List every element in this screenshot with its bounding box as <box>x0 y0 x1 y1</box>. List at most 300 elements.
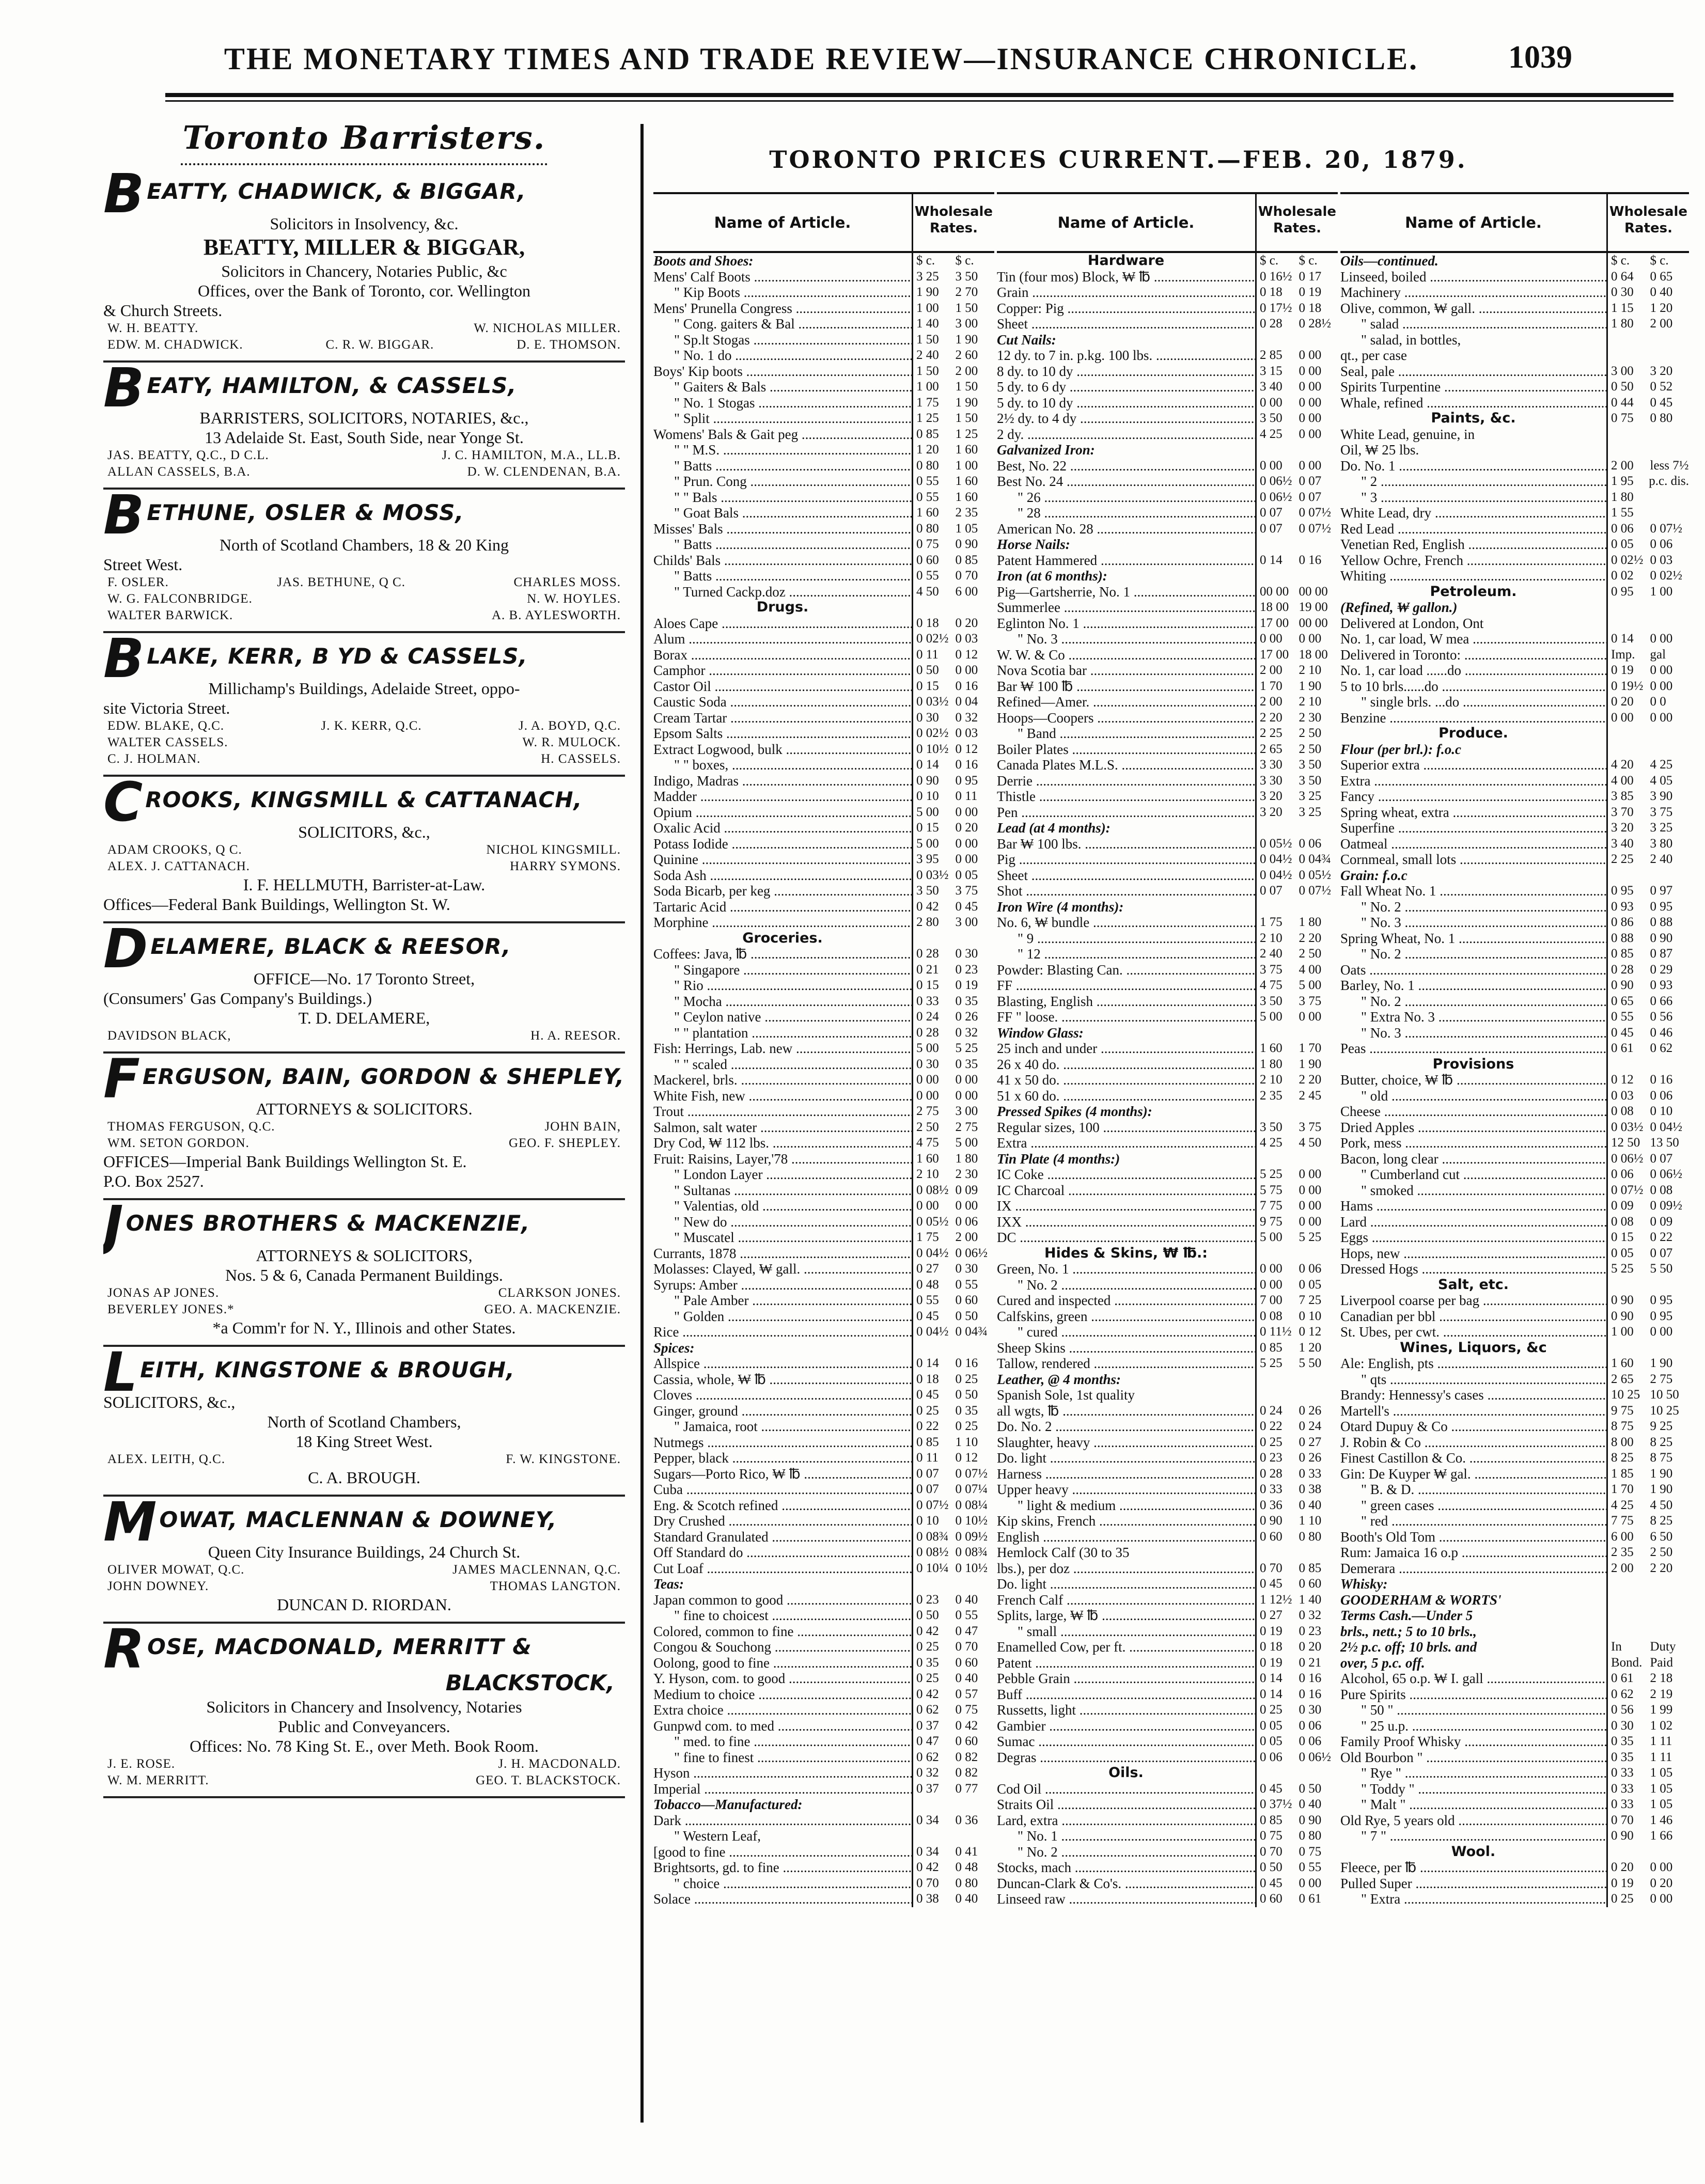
article-name: " Muscatel ..... <box>653 1230 912 1246</box>
rate-high <box>1650 348 1690 364</box>
price-row <box>997 694 1338 710</box>
price-row <box>1340 1513 1689 1529</box>
price-row <box>997 931 1338 947</box>
rate-high: 0 62 <box>1650 1041 1673 1055</box>
rate-cell <box>1606 1529 1689 1545</box>
price-row <box>997 1009 1338 1025</box>
rate-high: 1 90 <box>1299 1057 1322 1071</box>
article-name: IC Charcoal ..... <box>997 1183 1255 1199</box>
price-row <box>1340 379 1689 395</box>
rate-low: 2 65 <box>1611 1372 1634 1386</box>
price-row <box>997 1057 1338 1073</box>
rate-high: 4 05 <box>1650 773 1673 788</box>
price-row <box>653 1167 994 1183</box>
price-row <box>653 1813 994 1829</box>
rate-high <box>1299 1372 1338 1388</box>
rate-cell <box>1606 1608 1689 1624</box>
rate-high: 0 23 <box>1299 1624 1322 1638</box>
partner-name: HARRY SYMONS. <box>510 859 621 873</box>
partner-names <box>103 1119 625 1135</box>
rate-high: 2 30 <box>1299 710 1322 725</box>
price-row <box>653 1513 994 1529</box>
rate-low: 17 00 <box>1260 616 1289 630</box>
price-row <box>997 1419 1338 1435</box>
rate-high: 0 20 <box>955 821 978 835</box>
rate-cell <box>1606 1419 1689 1435</box>
rate-low: 0 85 <box>916 1435 939 1449</box>
article-name: [good to fine ..... <box>653 1844 912 1860</box>
price-row <box>653 883 994 899</box>
article-name: Mackerel, brls. ..... <box>653 1072 912 1088</box>
article-name: IX ..... <box>997 1198 1255 1214</box>
rate-high: 0 00 <box>955 1088 978 1103</box>
rate-low: 0 50 <box>1611 380 1634 394</box>
price-row <box>1340 442 1689 458</box>
rate-cell <box>912 1009 994 1025</box>
price-row <box>1340 1844 1689 1860</box>
rate-high: 0 60 <box>955 1734 978 1748</box>
rate-high: 0 33 <box>1299 1466 1322 1481</box>
rate-cell <box>912 285 994 301</box>
article-name: Buff ..... <box>997 1687 1255 1703</box>
rate-cell <box>912 1309 994 1325</box>
rate-low: 3 50 <box>1260 1120 1282 1134</box>
rate-low: 0 30 <box>916 1057 939 1071</box>
price-row <box>997 474 1338 490</box>
rate-high: 0 40 <box>1299 1797 1322 1811</box>
rate-high: 4 50 <box>1299 1136 1322 1150</box>
price-row <box>1340 1167 1689 1183</box>
price-row <box>653 458 994 474</box>
rate-high: 0 20 <box>1650 1876 1673 1890</box>
rate-cell <box>912 1183 994 1199</box>
rate-high: 0 28½ <box>1299 317 1331 331</box>
rate-high: 0 00 <box>1650 1325 1673 1339</box>
rate-low: 0 33 <box>916 994 939 1008</box>
rate-high: 2 18 <box>1650 1671 1673 1685</box>
price-row <box>1340 679 1689 695</box>
rate-cell <box>912 694 994 710</box>
rate-low: 0 20 <box>1611 1860 1634 1874</box>
rate-high: Duty <box>1650 1640 1676 1654</box>
article-name: Kip skins, French ..... <box>997 1513 1255 1529</box>
rate-low: 1 60 <box>916 1151 939 1166</box>
firm-subname: BLACKSTOCK, <box>445 1670 615 1695</box>
rate-high: 0 12 <box>955 1451 978 1465</box>
rate-low: 0 27 <box>1260 1608 1282 1622</box>
rate-low: 0 56 <box>1611 1703 1634 1717</box>
article-name: Upper heavy ..... <box>997 1482 1255 1498</box>
price-row <box>1340 1025 1689 1041</box>
rate-cell <box>912 726 994 742</box>
firm-initial: R <box>103 1624 146 1680</box>
rate-low: 4 25 <box>1611 1498 1634 1512</box>
rate-low <box>916 1340 956 1356</box>
price-row <box>1340 1655 1689 1671</box>
rate-low: 1 12½ <box>1260 1592 1292 1607</box>
article-name: Ginger, ground ..... <box>653 1403 912 1419</box>
price-row <box>653 1072 994 1088</box>
rate-cell <box>912 742 994 758</box>
article-name: Hides & Skins, ₩ ℔.: <box>1044 1245 1208 1261</box>
rate-cell <box>1606 1797 1689 1813</box>
rate-low: 0 00 <box>1260 1277 1282 1292</box>
firm-detail: site Victoria Street. <box>103 699 230 717</box>
price-row <box>997 836 1338 852</box>
rate-high: 0 50 <box>1299 1781 1322 1796</box>
article-name: " No. 3 ..... <box>997 631 1255 647</box>
article-name: Calfskins, green ..... <box>997 1309 1255 1325</box>
rate-cell <box>1255 537 1338 553</box>
rate-low: 0 50 <box>916 1608 939 1622</box>
partner-names <box>103 447 625 464</box>
rate-cell <box>1255 1781 1338 1797</box>
rate-high: 1 10 <box>955 1435 978 1449</box>
rate-cell <box>912 348 994 364</box>
article-name: Fish: Herrings, Lab. new ..... <box>653 1041 912 1057</box>
firm-name <box>103 1624 625 1680</box>
rate-low: 3 15 <box>1260 364 1282 378</box>
rate-low: 7 75 <box>1260 1199 1282 1213</box>
rate-cell <box>1255 1860 1338 1876</box>
rate-cell <box>912 379 994 395</box>
rate-low: 0 06½ <box>1260 474 1292 488</box>
rate-low: 3 25 <box>916 269 939 284</box>
price-row <box>1340 427 1689 443</box>
rate-low: 0 02 <box>1611 569 1634 583</box>
price-row <box>997 773 1338 789</box>
price-row <box>653 1781 994 1797</box>
rate-cell <box>1606 584 1689 600</box>
rate-high: 0 00 <box>1650 663 1673 677</box>
article-name: Old Rye, 5 years old ..... <box>1340 1813 1606 1829</box>
rate-cell <box>1606 490 1689 506</box>
price-row <box>653 899 994 915</box>
price-row <box>997 1529 1338 1545</box>
partner-names <box>103 464 625 480</box>
rate-cell <box>1606 427 1689 443</box>
rate-high: 2 00 <box>1650 317 1673 331</box>
price-row <box>653 931 994 947</box>
rate-high: 0 50 <box>955 1388 978 1402</box>
rate-cell <box>912 395 994 411</box>
rate-low: 2 35 <box>1260 1088 1282 1103</box>
rate-cell <box>912 616 994 632</box>
article-name: Indigo, Madras ..... <box>653 773 912 789</box>
price-row <box>1340 301 1689 317</box>
rate-low: 1 40 <box>916 317 939 331</box>
rate-high: 0 04¾ <box>1299 852 1331 866</box>
price-row <box>653 915 994 931</box>
article-name: Do. No. 2 ..... <box>997 1419 1255 1435</box>
article-name: Hardware <box>1087 253 1165 269</box>
rate-high: 0 16 <box>955 679 978 693</box>
rate-cell <box>912 537 994 553</box>
price-row <box>997 1765 1338 1781</box>
rate-high: 3 50 <box>955 269 978 284</box>
rate-high: 0 95 <box>1650 1309 1673 1323</box>
rate-cell <box>912 1608 994 1624</box>
rate-low <box>916 1828 956 1844</box>
rate-low <box>1260 1372 1299 1388</box>
rate-high: 2 19 <box>1650 1687 1673 1701</box>
rate-high: 0 00 <box>955 852 978 866</box>
price-row <box>997 757 1338 773</box>
rate-low: 5 75 <box>1260 1183 1282 1197</box>
rate-high: 0 00 <box>1299 364 1322 378</box>
firm-detail: 13 Adelaide St. East, South Side, near Yonge St. <box>205 428 524 447</box>
rate-cell <box>912 1828 994 1844</box>
rate-cell <box>1606 710 1689 726</box>
rate-low: 5 00 <box>916 836 939 851</box>
rate-cell <box>912 1167 994 1183</box>
article-name: 8 dy. to 10 dy ..... <box>997 364 1255 380</box>
price-row <box>997 789 1338 805</box>
rate-cell <box>1606 1277 1689 1293</box>
rate-cell <box>912 710 994 726</box>
partner-name: GEO. T. BLACKSTOCK. <box>476 1773 621 1787</box>
article-name: Opium ..... <box>653 805 912 821</box>
article-name: Cod Oil ..... <box>997 1781 1255 1797</box>
rate-cell <box>912 1104 994 1120</box>
price-row <box>653 332 994 348</box>
price-row <box>653 505 994 521</box>
article-name: " Gaiters & Bals ..... <box>653 379 912 395</box>
article-name: Gambier ..... <box>997 1718 1255 1734</box>
article-name: Harness ..... <box>997 1466 1255 1482</box>
price-row <box>1340 647 1689 663</box>
article-name: Oolong, good to fine ..... <box>653 1655 912 1671</box>
partner-names <box>103 607 625 624</box>
partner-name: OLIVER MOWAT, Q.C. <box>107 1563 245 1577</box>
price-row <box>1340 631 1689 647</box>
rate-high: 2 40 <box>1650 852 1673 866</box>
rate-low: 0 45 <box>916 1309 939 1323</box>
partner-name: J. E. ROSE. <box>107 1757 176 1771</box>
price-row <box>653 1419 994 1435</box>
partner-name: J. K. KERR, Q.C. <box>321 719 422 733</box>
partner-name: THOMAS LANGTON. <box>490 1579 621 1593</box>
price-row <box>997 1293 1338 1309</box>
rate-high: 3 20 <box>1650 364 1673 378</box>
rate-cell <box>1255 836 1338 852</box>
rate-low: 0 11 <box>916 1451 938 1465</box>
article-name: Oils—continued. <box>1340 253 1438 269</box>
rate-high <box>1299 899 1338 915</box>
article-name: " " Bals ..... <box>653 490 912 506</box>
price-row <box>997 1844 1338 1860</box>
rate-high: 0 57 <box>955 1687 978 1701</box>
article-name: Solace ..... <box>653 1891 912 1907</box>
rate-cell <box>1606 1828 1689 1844</box>
price-row <box>1340 1340 1689 1356</box>
rate-low: 2 40 <box>916 348 939 362</box>
rate-cell <box>1606 1734 1689 1750</box>
price-row <box>1340 1261 1689 1277</box>
price-row <box>653 1498 994 1514</box>
price-row <box>997 710 1338 726</box>
rate-cell <box>912 1844 994 1860</box>
rate-cell <box>1255 978 1338 994</box>
price-row <box>997 285 1338 301</box>
rate-cell <box>912 773 994 789</box>
price-row <box>1340 1246 1689 1262</box>
rate-low: 1 70 <box>1611 1482 1634 1496</box>
article-name: White Lead, dry ..... <box>1340 505 1606 521</box>
article-name: " Rio ..... <box>653 978 912 994</box>
rate-cell <box>912 757 994 773</box>
article-name: Benzine ..... <box>1340 710 1606 726</box>
rate-high: 0 06 <box>1650 537 1673 551</box>
article-name: Boiler Plates ..... <box>997 742 1255 758</box>
rate-low: $ c. <box>1260 254 1279 268</box>
price-row <box>653 1545 994 1561</box>
rate-high: 7 25 <box>1299 1293 1322 1307</box>
article-name: Extra ..... <box>1340 773 1606 789</box>
price-row <box>997 679 1338 695</box>
rate-low: 0 75 <box>1260 1829 1282 1843</box>
firm-name-text: EITH, KINGSTONE & BROUGH, <box>140 1357 515 1382</box>
rate-cell <box>1255 1261 1338 1277</box>
rate-low: 1 00 <box>916 301 939 315</box>
rate-cell <box>912 521 994 537</box>
article-name: " Pale Amber ..... <box>653 1293 912 1309</box>
article-name: Otard Dupuy & Co ..... <box>1340 1419 1606 1435</box>
price-row <box>1340 474 1689 490</box>
rate-low <box>1611 1608 1650 1624</box>
rate-high: 0 88 <box>1650 915 1673 929</box>
price-row <box>1340 1230 1689 1246</box>
rate-cell <box>1606 1655 1689 1671</box>
rate-cell <box>1255 915 1338 931</box>
rate-high: 0 35 <box>955 1057 978 1071</box>
price-row <box>997 1718 1338 1734</box>
rate-cell <box>1606 537 1689 553</box>
rate-low: 0 90 <box>1260 1514 1282 1528</box>
price-row <box>653 1482 994 1498</box>
price-row <box>1340 994 1689 1010</box>
rate-cell <box>1606 1545 1689 1561</box>
rate-low: 0 04½ <box>1260 852 1292 866</box>
rate-low: $ c. <box>1611 254 1630 268</box>
rate-cell <box>912 1781 994 1797</box>
rate-low: 0 05 <box>1260 1718 1282 1733</box>
article-name: DC ..... <box>997 1230 1255 1246</box>
rate-low: 0 03 <box>1611 1088 1634 1103</box>
rate-high: 1 60 <box>955 490 978 504</box>
rate-high: 0 29 <box>1650 962 1673 977</box>
rate-low <box>1611 1592 1650 1608</box>
partner-name: W. R. MULOCK. <box>522 735 621 749</box>
rate-high <box>1650 1592 1690 1608</box>
article-name: Borax ..... <box>653 647 912 663</box>
rate-cell <box>912 505 994 521</box>
rate-high: 0 77 <box>955 1781 978 1796</box>
price-row <box>653 1435 994 1451</box>
rate-cell <box>1255 1545 1338 1561</box>
article-name: 2 dy. ..... <box>997 427 1255 443</box>
rate-low: 0 04½ <box>916 1246 949 1260</box>
rate-cell <box>912 1041 994 1057</box>
article-name: " Sp.lt Stogas ..... <box>653 332 912 348</box>
price-row <box>997 1576 1338 1592</box>
rate-high <box>1650 726 1690 742</box>
rate-cell <box>1606 789 1689 805</box>
article-name: " No. 1 ..... <box>997 1828 1255 1844</box>
article-name: Caustic Soda ..... <box>653 694 912 710</box>
partner-names <box>103 734 625 751</box>
rate-low: 0 33 <box>1611 1781 1634 1796</box>
rate-high: 2 20 <box>1299 1073 1322 1087</box>
price-row <box>1340 1750 1689 1766</box>
rate-low <box>1260 1025 1299 1041</box>
article-name: " Western Leaf, <box>674 1828 761 1844</box>
rate-cell <box>1255 1041 1338 1057</box>
rate-high: 5 50 <box>1650 1262 1673 1276</box>
rate-high: 2 75 <box>955 1120 978 1134</box>
rate-low: 0 08 <box>1611 1104 1634 1118</box>
price-row <box>653 553 994 569</box>
article-name: Stocks, mach ..... <box>997 1860 1255 1876</box>
article-name: Epsom Salts ..... <box>653 726 912 742</box>
article-name: 5 to 10 brls......do ..... <box>1340 679 1606 695</box>
rate-high: 2 60 <box>955 348 978 362</box>
article-name: Alum ..... <box>653 631 912 647</box>
rate-high: 0 17 <box>1299 269 1322 284</box>
article-name: Extract Logwood, bulk ..... <box>653 742 912 758</box>
article-name: " B. & D. ..... <box>1340 1482 1606 1498</box>
article-name: IXX ..... <box>997 1214 1255 1230</box>
price-row <box>653 379 994 395</box>
rate-cell <box>1606 1576 1689 1592</box>
rate-low: 0 45 <box>1260 1577 1282 1591</box>
article-name: Barley, No. 1 ..... <box>1340 978 1606 994</box>
partner-names <box>103 1301 625 1318</box>
rate-cell <box>1606 1009 1689 1025</box>
price-row <box>1340 1120 1689 1136</box>
article-name: Horse Nails: <box>997 537 1070 552</box>
rate-high: 0 08¼ <box>955 1498 988 1512</box>
rate-cell <box>912 1230 994 1246</box>
rate-low <box>1611 1624 1650 1640</box>
rate-cell <box>912 1765 994 1781</box>
rate-high <box>956 1797 995 1813</box>
rate-cell <box>1255 631 1338 647</box>
rate-cell <box>912 868 994 884</box>
rate-high: 0 07 <box>1299 490 1322 504</box>
rate-low: 0 00 <box>1260 1262 1282 1276</box>
article-name: Leather, @ 4 months: <box>997 1371 1121 1387</box>
rate-low: 0 06 <box>1611 521 1634 536</box>
rate-high: 0 16 <box>1299 1687 1322 1701</box>
rate-cell <box>912 1356 994 1372</box>
price-row <box>997 1167 1338 1183</box>
price-row <box>653 364 994 380</box>
firm-initial: L <box>103 1347 138 1404</box>
rate-low: 0 06 <box>1611 1167 1634 1181</box>
article-name: 12 dy. to 7 in. p.kg. 100 lbs. ..... <box>997 348 1255 364</box>
firm-card <box>103 777 625 923</box>
rate-high: 1 05 <box>955 521 978 536</box>
article-name: Syrups: Amber ..... <box>653 1277 912 1293</box>
rate-high: 2 35 <box>955 506 978 520</box>
article-name: Mens' Prunella Congress ..... <box>653 301 912 317</box>
rate-high: 0 16 <box>1299 553 1322 567</box>
rate-high: 0 00 <box>1299 348 1322 362</box>
rate-low: 0 08 <box>1260 1309 1282 1323</box>
price-row <box>1340 663 1689 679</box>
rate-cell <box>1606 931 1689 947</box>
